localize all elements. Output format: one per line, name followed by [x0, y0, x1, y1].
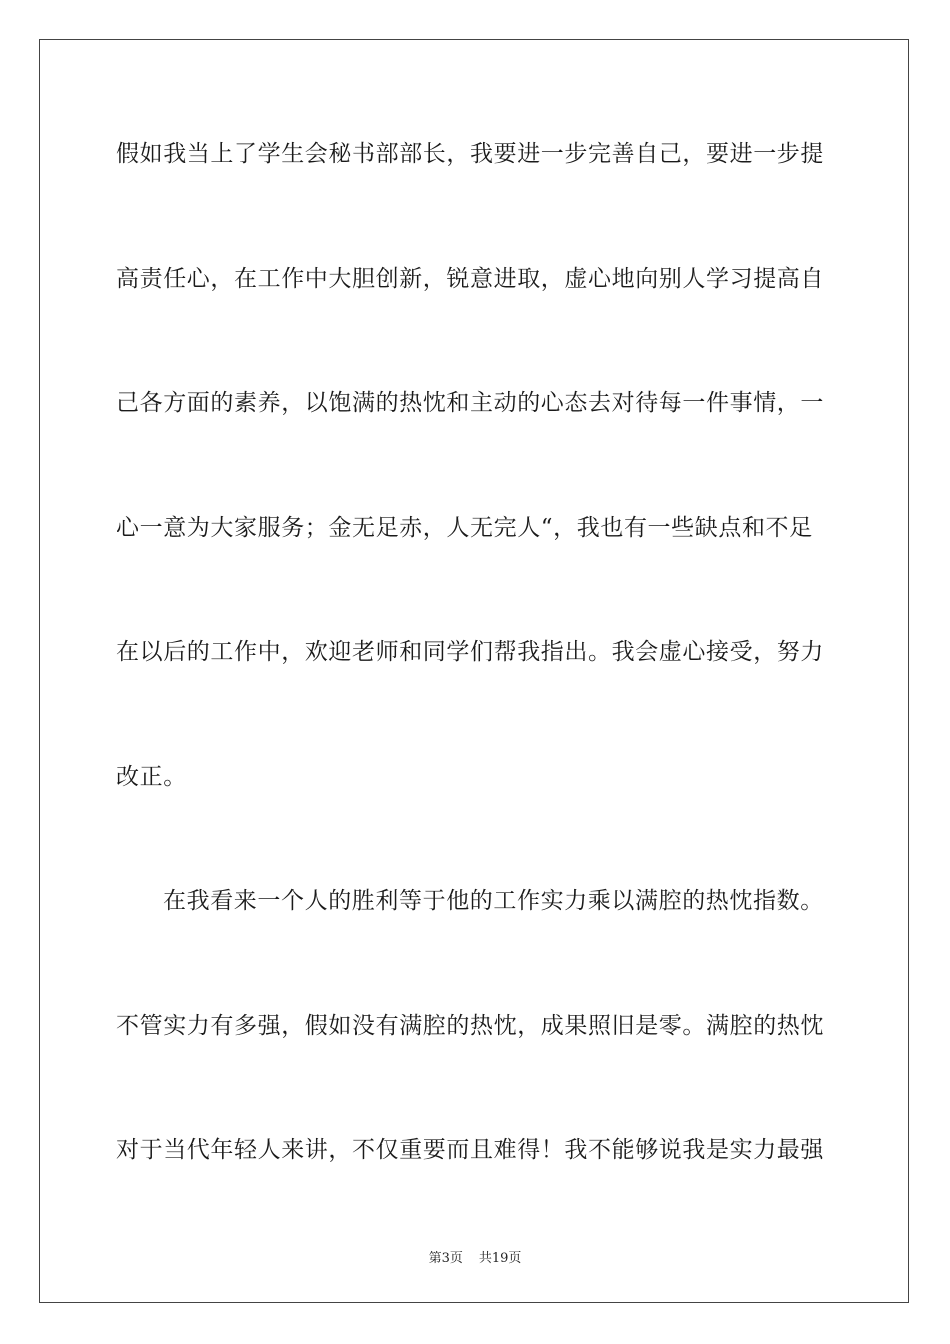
text-line: 心一意为大家服务；金无足赤，人无完人“，我也有一些缺点和不足: [116, 514, 813, 541]
text-line: 对于当代年轻人来讲，不仅重要而且难得！我不能够说我是实力最强: [116, 1137, 824, 1163]
paragraph-start-line: 在我看来一个人的胜利等于他的工作实力乘以满腔的热忱指数。: [163, 888, 824, 914]
text-line: 高责任心，在工作中大胆创新，锐意进取，虚心地向别人学习提高自: [116, 265, 824, 292]
page-footer: [0, 1247, 950, 1266]
total-page-count: 共19页: [478, 1251, 522, 1266]
text-line: 改正。: [116, 763, 187, 790]
text-line: 在以后的工作中，欢迎老师和同学们帮我指出。我会虚心接受，努力: [116, 639, 824, 665]
text-line: 假如我当上了学生会秘书部部长，我要进一步完善自己，要进一步提: [116, 141, 824, 167]
document-body: [116, 130, 834, 1251]
text-line: 不管实力有多强，假如没有满腔的热忱，成果照旧是零。满腔的热忱: [116, 1012, 824, 1039]
current-page-number: 第3页: [428, 1251, 463, 1266]
text-line: 己各方面的素养，以饱满的热忱和主动的心态去对待每一件事情，一: [116, 390, 824, 416]
